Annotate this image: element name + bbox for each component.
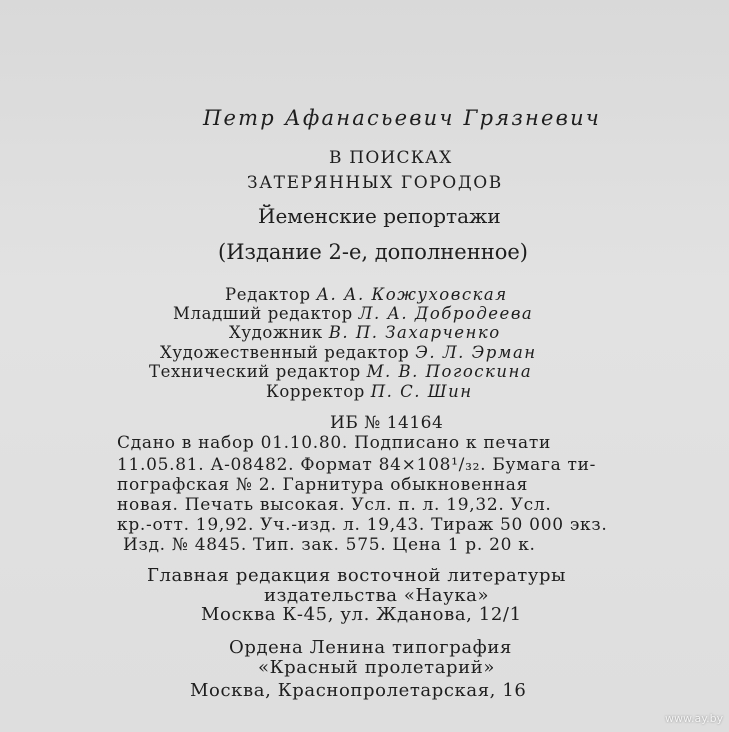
author-name: Петр Афанасьевич Грязневич [203, 106, 602, 130]
credit-name: М. В. Погоскина [366, 362, 533, 381]
credit-name: Л. А. Добродеева [358, 304, 534, 323]
book-title-line-1: В ПОИСКАХ [329, 148, 453, 168]
credit-role: Художественный редактор [160, 343, 410, 362]
book-subtitle: Йеменские репортажи [258, 204, 501, 228]
imprint-line: Сдано в набор 01.10.80. Подписано к печати [117, 433, 552, 453]
imprint-line: Изд. № 4845. Тип. зак. 575. Цена 1 р. 20 к. [123, 535, 536, 555]
imprint-line: новая. Печать высокая. Усл. п. л. 19,32. Усл. [117, 495, 552, 515]
credit-role: Редактор [225, 285, 311, 304]
watermark: www.ay.by [665, 712, 724, 725]
credit-name: А. А. Кожуховская [316, 285, 508, 304]
ib-number: ИБ № 14164 [330, 413, 444, 433]
edition-note: (Издание 2-е, дополненное) [218, 240, 528, 264]
credit-line [266, 382, 473, 401]
imprint-line: 11.05.81. А-08482. Формат 84×108¹/₃₂. Бумага ти- [117, 455, 597, 475]
printer-line: Ордена Ленина типография [229, 637, 512, 658]
imprint-line: кр.-отт. 19,92. Уч.-изд. л. 19,43. Тираж 50 000 экз. [117, 515, 608, 535]
credit-role: Технический редактор [149, 362, 361, 381]
printer-line: «Красный пролетарий» [258, 657, 495, 678]
credit-name: Э. Л. Эрман [415, 343, 537, 362]
credit-line [160, 343, 537, 362]
publisher-address: Москва К-45, ул. Жданова, 12/1 [201, 604, 522, 625]
publisher-line: издательства «Наука» [264, 585, 490, 606]
credit-line [173, 304, 533, 323]
credit-role: Корректор [266, 382, 365, 401]
printer-address: Москва, Краснопролетарская, 16 [190, 680, 527, 701]
book-title-line-2: ЗАТЕРЯННЫХ ГОРОДОВ [247, 173, 503, 193]
credit-line [225, 285, 508, 304]
credit-line [149, 362, 532, 381]
credit-role: Художник [229, 323, 323, 342]
credit-line [229, 323, 501, 342]
imprint-line: пографская № 2. Гарнитура обыкновенная [117, 475, 529, 495]
credit-name: В. П. Захарченко [328, 323, 501, 342]
credit-role: Младший редактор [173, 304, 353, 323]
credit-name: П. С. Шин [370, 382, 473, 401]
publisher-line: Главная редакция восточной литературы [147, 565, 567, 586]
